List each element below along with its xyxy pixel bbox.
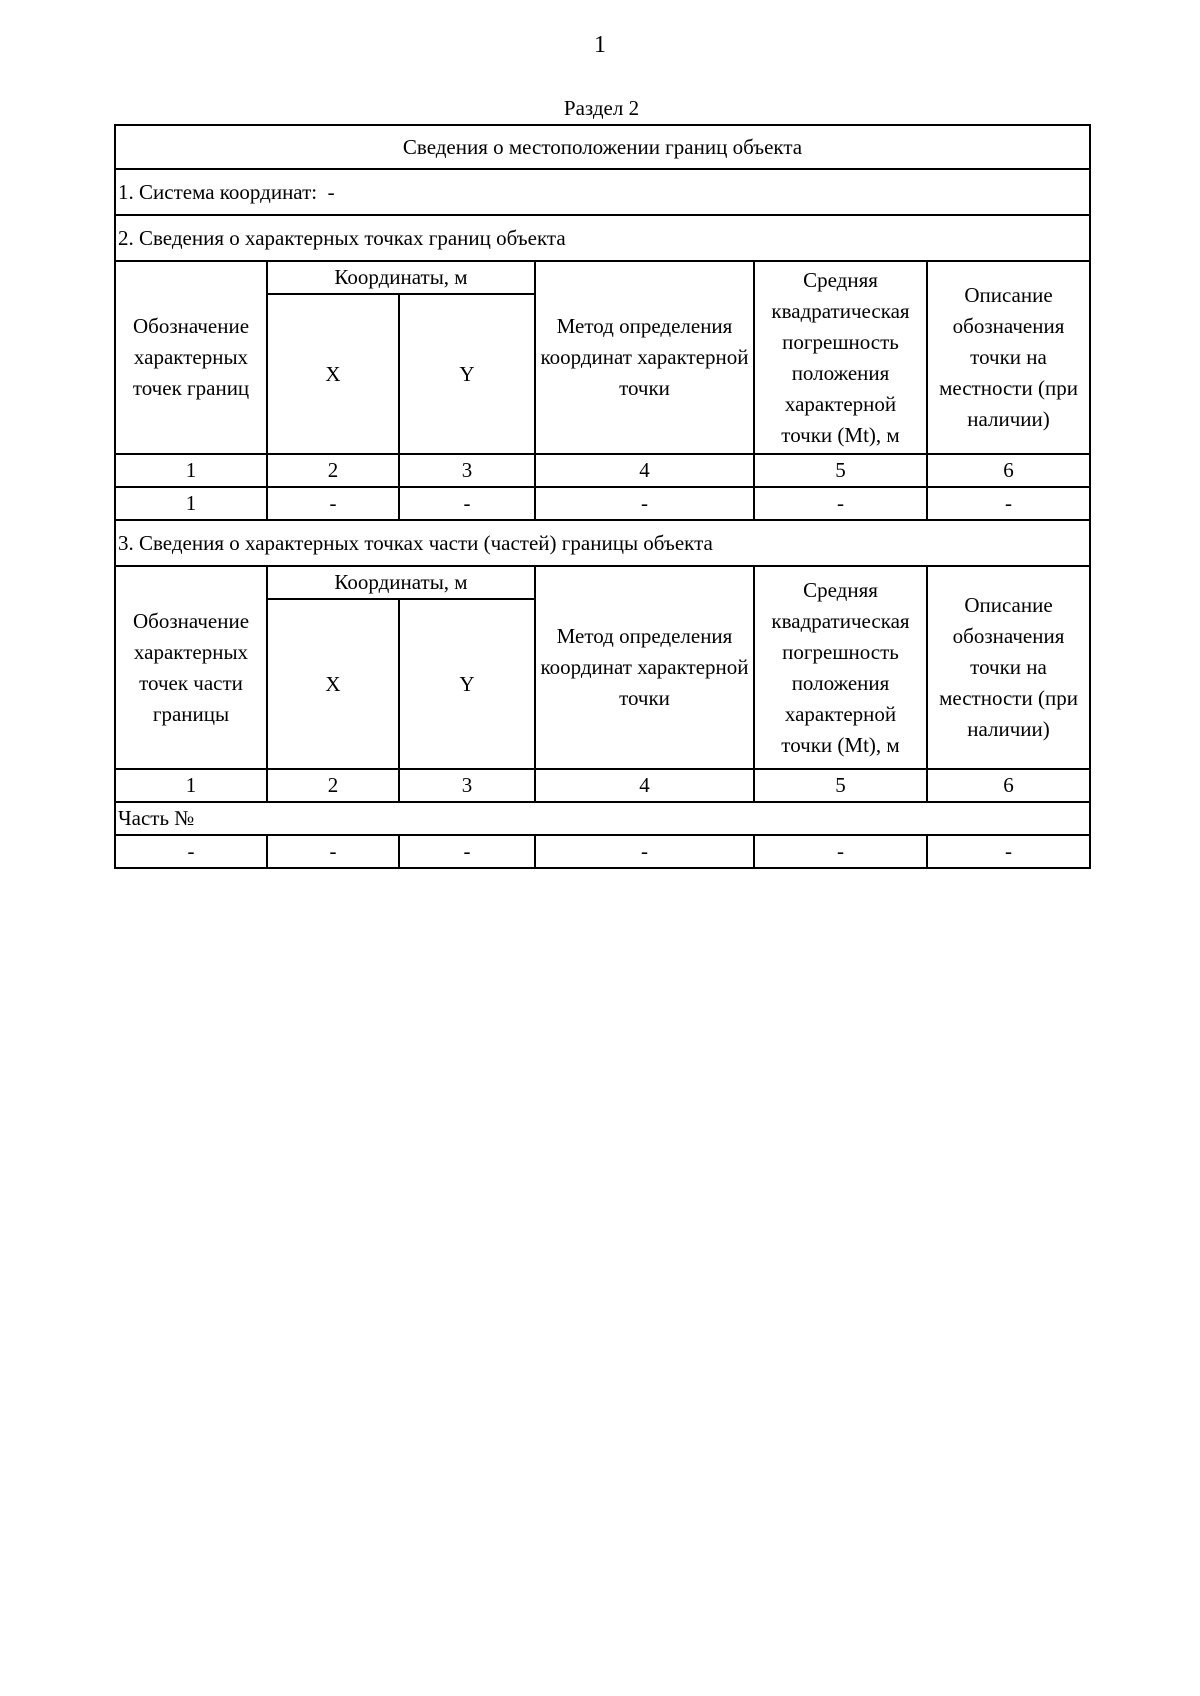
block3-title: 3. Сведения о характерных точках части (частей) границы объекта — [115, 520, 1090, 566]
table-cell: - — [399, 487, 535, 520]
block3-colnum: 1 — [115, 769, 267, 802]
block3-title-row — [115, 520, 1090, 566]
table-cell: - — [399, 835, 535, 868]
block2-col-coordinates: Координаты, м — [267, 261, 535, 294]
block2-col-designation: Обозначение характерных точек границ — [115, 261, 267, 454]
table-cell: 1 — [115, 487, 267, 520]
table-cell: - — [535, 835, 754, 868]
block3-col-y: Y — [399, 599, 535, 769]
block2-col-x: X — [267, 294, 399, 454]
block3-col-x: X — [267, 599, 399, 769]
table-row — [115, 487, 1090, 520]
table-cell: - — [267, 835, 399, 868]
block2-column-numbers-row — [115, 454, 1090, 487]
table-title: Сведения о местоположении границ объекта — [115, 125, 1090, 169]
section-title: Раздел 2 — [563, 96, 640, 120]
page-number: 1 — [594, 32, 606, 58]
block2-colnum: 2 — [267, 454, 399, 487]
block2-colnum: 6 — [927, 454, 1090, 487]
block2-title-row — [115, 215, 1090, 261]
block3-col-designation: Обозначение характерных точек части границы — [115, 566, 267, 769]
table-cell: - — [267, 487, 399, 520]
block3-column-numbers-row — [115, 769, 1090, 802]
block2-col-method: Метод определения координат характерной точки — [535, 261, 754, 454]
block2-colnum: 4 — [535, 454, 754, 487]
table-title-row — [115, 125, 1090, 169]
block3-colnum: 2 — [267, 769, 399, 802]
coord-system-label: 1. Система координат: — [118, 179, 318, 204]
table-cell: - — [535, 487, 754, 520]
block3-header-row — [115, 566, 1090, 599]
block3-col-error: Средняя квадратическая погрешность положения характерной точки (Mt), м — [754, 566, 927, 769]
block3-col-description: Описание обозначения точки на местности (при наличии) — [927, 566, 1090, 769]
block3-colnum: 4 — [535, 769, 754, 802]
block3-part-label: Часть № — [115, 802, 1090, 835]
table-cell: - — [754, 835, 927, 868]
block2-header-row — [115, 261, 1090, 294]
block2-title: 2. Сведения о характерных точках границ объекта — [115, 215, 1090, 261]
table-cell: - — [754, 487, 927, 520]
coord-system-row — [115, 169, 1090, 215]
block3-part-row — [115, 802, 1090, 835]
block2-colnum: 1 — [115, 454, 267, 487]
block3-col-method: Метод определения координат характерной точки — [535, 566, 754, 769]
boundary-info-table — [114, 124, 1091, 869]
block2-colnum: 5 — [754, 454, 927, 487]
coord-system-value: - — [327, 179, 335, 204]
table-cell: - — [927, 487, 1090, 520]
block2-colnum: 3 — [399, 454, 535, 487]
table-cell: - — [927, 835, 1090, 868]
block2-col-description: Описание обозначения точки на местности (при наличии) — [927, 261, 1090, 454]
block3-colnum: 5 — [754, 769, 927, 802]
block3-col-coordinates: Координаты, м — [267, 566, 535, 599]
table-cell: - — [115, 835, 267, 868]
coord-system-cell — [115, 169, 1090, 215]
block2-col-y: Y — [399, 294, 535, 454]
block2-col-error: Средняя квадратическая погрешность положения характерной точки (Mt), м — [754, 261, 927, 454]
block3-colnum: 3 — [399, 769, 535, 802]
table-row — [115, 835, 1090, 868]
block3-colnum: 6 — [927, 769, 1090, 802]
